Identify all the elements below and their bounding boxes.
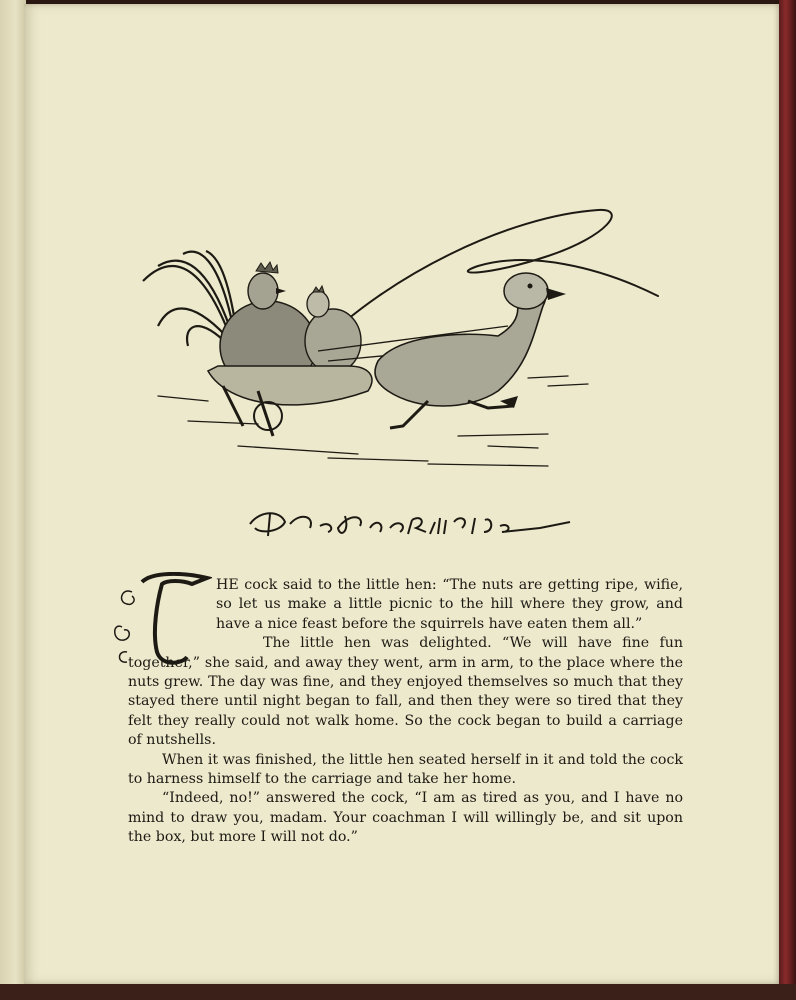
story-text bbox=[128, 576, 683, 848]
paragraph-2: The little hen was delighted. “We will have fine fun together,” she said, and away they went, arm in arm, to the place where the nuts grew. The day was fine, and they enjoyed themselves so much that they stayed there until night began to fall, and then they were so tired that they felt they really could not walk home. So the cock began to build a carriage of nutshells. bbox=[128, 635, 683, 749]
book-bottom-edge bbox=[0, 984, 796, 1000]
drop-cap-letter: T bbox=[152, 652, 153, 653]
book-cover-edge bbox=[779, 0, 796, 1000]
book-spine bbox=[0, 0, 26, 1000]
story-title bbox=[240, 502, 580, 503]
paragraph-4: “Indeed, no!” answered the cock, “I am as tired as you, and I have no mind to draw you, madam. Your coachman I will willingly be, and sit upon the box, but more I will not do.” bbox=[128, 790, 683, 846]
paragraph-1: HE cock said to the little hen: “The nuts are getting ripe, wifie, so let us make a little picnic to the hill where they grow, and have a nice feast before the squirrels have eaten them all.” bbox=[216, 577, 683, 632]
illustration-cock-hen-duck bbox=[128, 196, 668, 486]
paragraph-3: When it was finished, the little hen seated herself in it and told the cock to harness himself to the carriage and take her home. bbox=[128, 751, 683, 788]
title-ornament bbox=[240, 502, 580, 542]
